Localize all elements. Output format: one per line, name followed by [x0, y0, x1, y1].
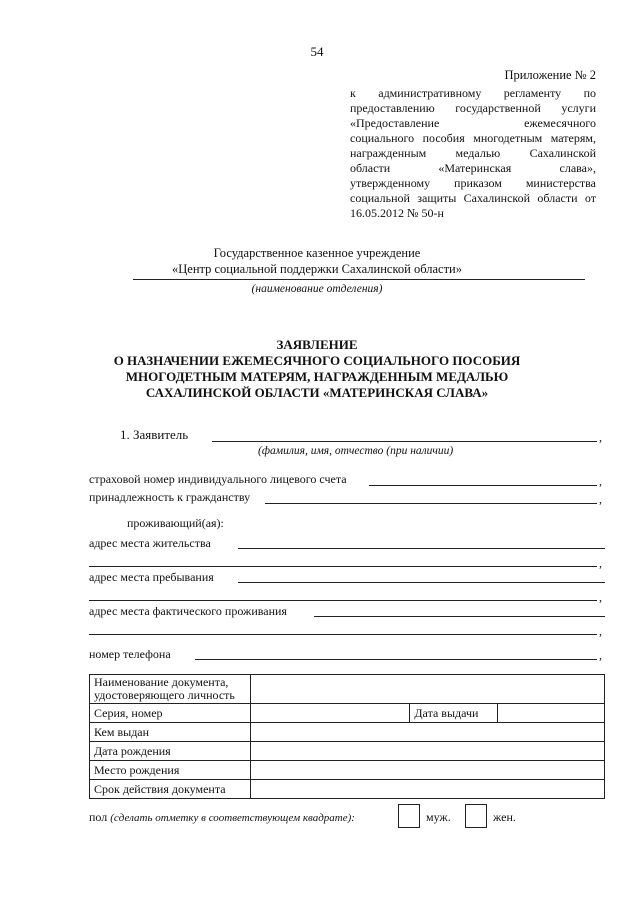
form-title: ЗАЯВЛЕНИЕ [276, 337, 358, 352]
snils-label: страховой номер индивидуального лицевого счета [89, 472, 347, 486]
comma: , [599, 590, 602, 604]
appendix-line: к административному регламенту по [350, 86, 596, 100]
identity-document-table [89, 674, 605, 799]
residence-address-label: адрес места жительства [89, 536, 211, 550]
gender-hint: (сделать отметку в соответствующем квадрате): [110, 812, 355, 824]
comma: , [599, 474, 602, 488]
gender-row [89, 810, 355, 825]
comma: , [599, 430, 602, 444]
org-name-line2: «Центр социальной поддержки Сахалинской области» [172, 262, 462, 276]
appendix-title: Приложение № 2 [504, 68, 596, 82]
doc-name-field[interactable] [250, 675, 604, 704]
org-underline [133, 279, 585, 280]
actual-address-label: адрес места фактического проживания [89, 604, 287, 618]
form-title-line: О НАЗНАЧЕНИИ ЕЖЕМЕСЯЧНОГО СОЦИАЛЬНОГО ПОСОБИЯ [113, 353, 521, 368]
appendix-line: предоставлению государственной услуги [350, 101, 596, 115]
appendix-line: награжденным медалью Сахалинской [350, 146, 596, 160]
residence-address-field[interactable] [238, 548, 605, 549]
male-checkbox[interactable] [398, 804, 420, 828]
appendix-line: области «Материнская слава», [350, 161, 596, 175]
validity-field[interactable] [250, 780, 604, 799]
citizenship-field[interactable] [265, 503, 597, 504]
applicant-label: 1. Заявитель [120, 427, 189, 442]
appendix-line: утвержденному приказом министерства [350, 176, 596, 190]
applicant-caption: (фамилия, имя, отчество (при наличии) [258, 445, 454, 457]
actual-address-field-2[interactable] [89, 634, 597, 635]
org-name-line1: Государственное казенное учреждение [213, 246, 421, 260]
female-checkbox[interactable] [465, 804, 487, 828]
female-label: жен. [493, 810, 516, 824]
comma: , [599, 624, 602, 638]
comma: , [599, 556, 602, 570]
org-caption: (наименование отделения) [251, 283, 383, 295]
birth-date-label: Дата рождения [90, 742, 251, 761]
validity-label: Срок действия документа [90, 780, 251, 799]
gender-label: пол [89, 810, 108, 824]
phone-label: номер телефона [89, 647, 171, 661]
issued-by-field[interactable] [250, 723, 604, 742]
residing-label: проживающий(ая): [127, 516, 224, 530]
snils-field[interactable] [369, 485, 597, 486]
birth-place-label: Место рождения [90, 761, 251, 780]
stay-address-field[interactable] [238, 582, 605, 583]
residence-address-field-2[interactable] [89, 566, 597, 567]
comma: , [599, 648, 602, 662]
birth-date-field[interactable] [250, 742, 604, 761]
page-number: 54 [310, 44, 324, 59]
appendix-line: социальной защиты Сахалинской области от [350, 191, 596, 205]
doc-name-label: Наименование документа, удостоверяющего личность [90, 675, 251, 704]
comma: , [599, 492, 602, 506]
birth-place-field[interactable] [250, 761, 604, 780]
issue-date-field[interactable] [498, 704, 605, 723]
applicant-field[interactable] [212, 441, 597, 442]
series-number-field[interactable] [250, 704, 410, 723]
form-title-line: МНОГОДЕТНЫМ МАТЕРЯМ, НАГРАЖДЕННЫМ МЕДАЛЬЮ [125, 369, 509, 384]
stay-address-field-2[interactable] [89, 600, 597, 601]
series-number-label: Серия, номер [90, 704, 251, 723]
issue-date-label: Дата выдачи [410, 704, 498, 723]
stay-address-label: адрес места пребывания [89, 570, 214, 584]
issued-by-label: Кем выдан [90, 723, 251, 742]
phone-field[interactable] [195, 659, 597, 660]
form-title-line: САХАЛИНСКОЙ ОБЛАСТИ «МАТЕРИНСКАЯ СЛАВА» [145, 385, 489, 400]
male-label: муж. [426, 810, 451, 824]
appendix-line: социального пособия многодетным матерям, [350, 131, 596, 145]
appendix-line: 16.05.2012 № 50-н [350, 206, 444, 220]
actual-address-field[interactable] [314, 616, 605, 617]
appendix-line: «Предоставление ежемесячного [350, 116, 596, 130]
citizenship-label: принадлежность к гражданству [89, 490, 251, 504]
